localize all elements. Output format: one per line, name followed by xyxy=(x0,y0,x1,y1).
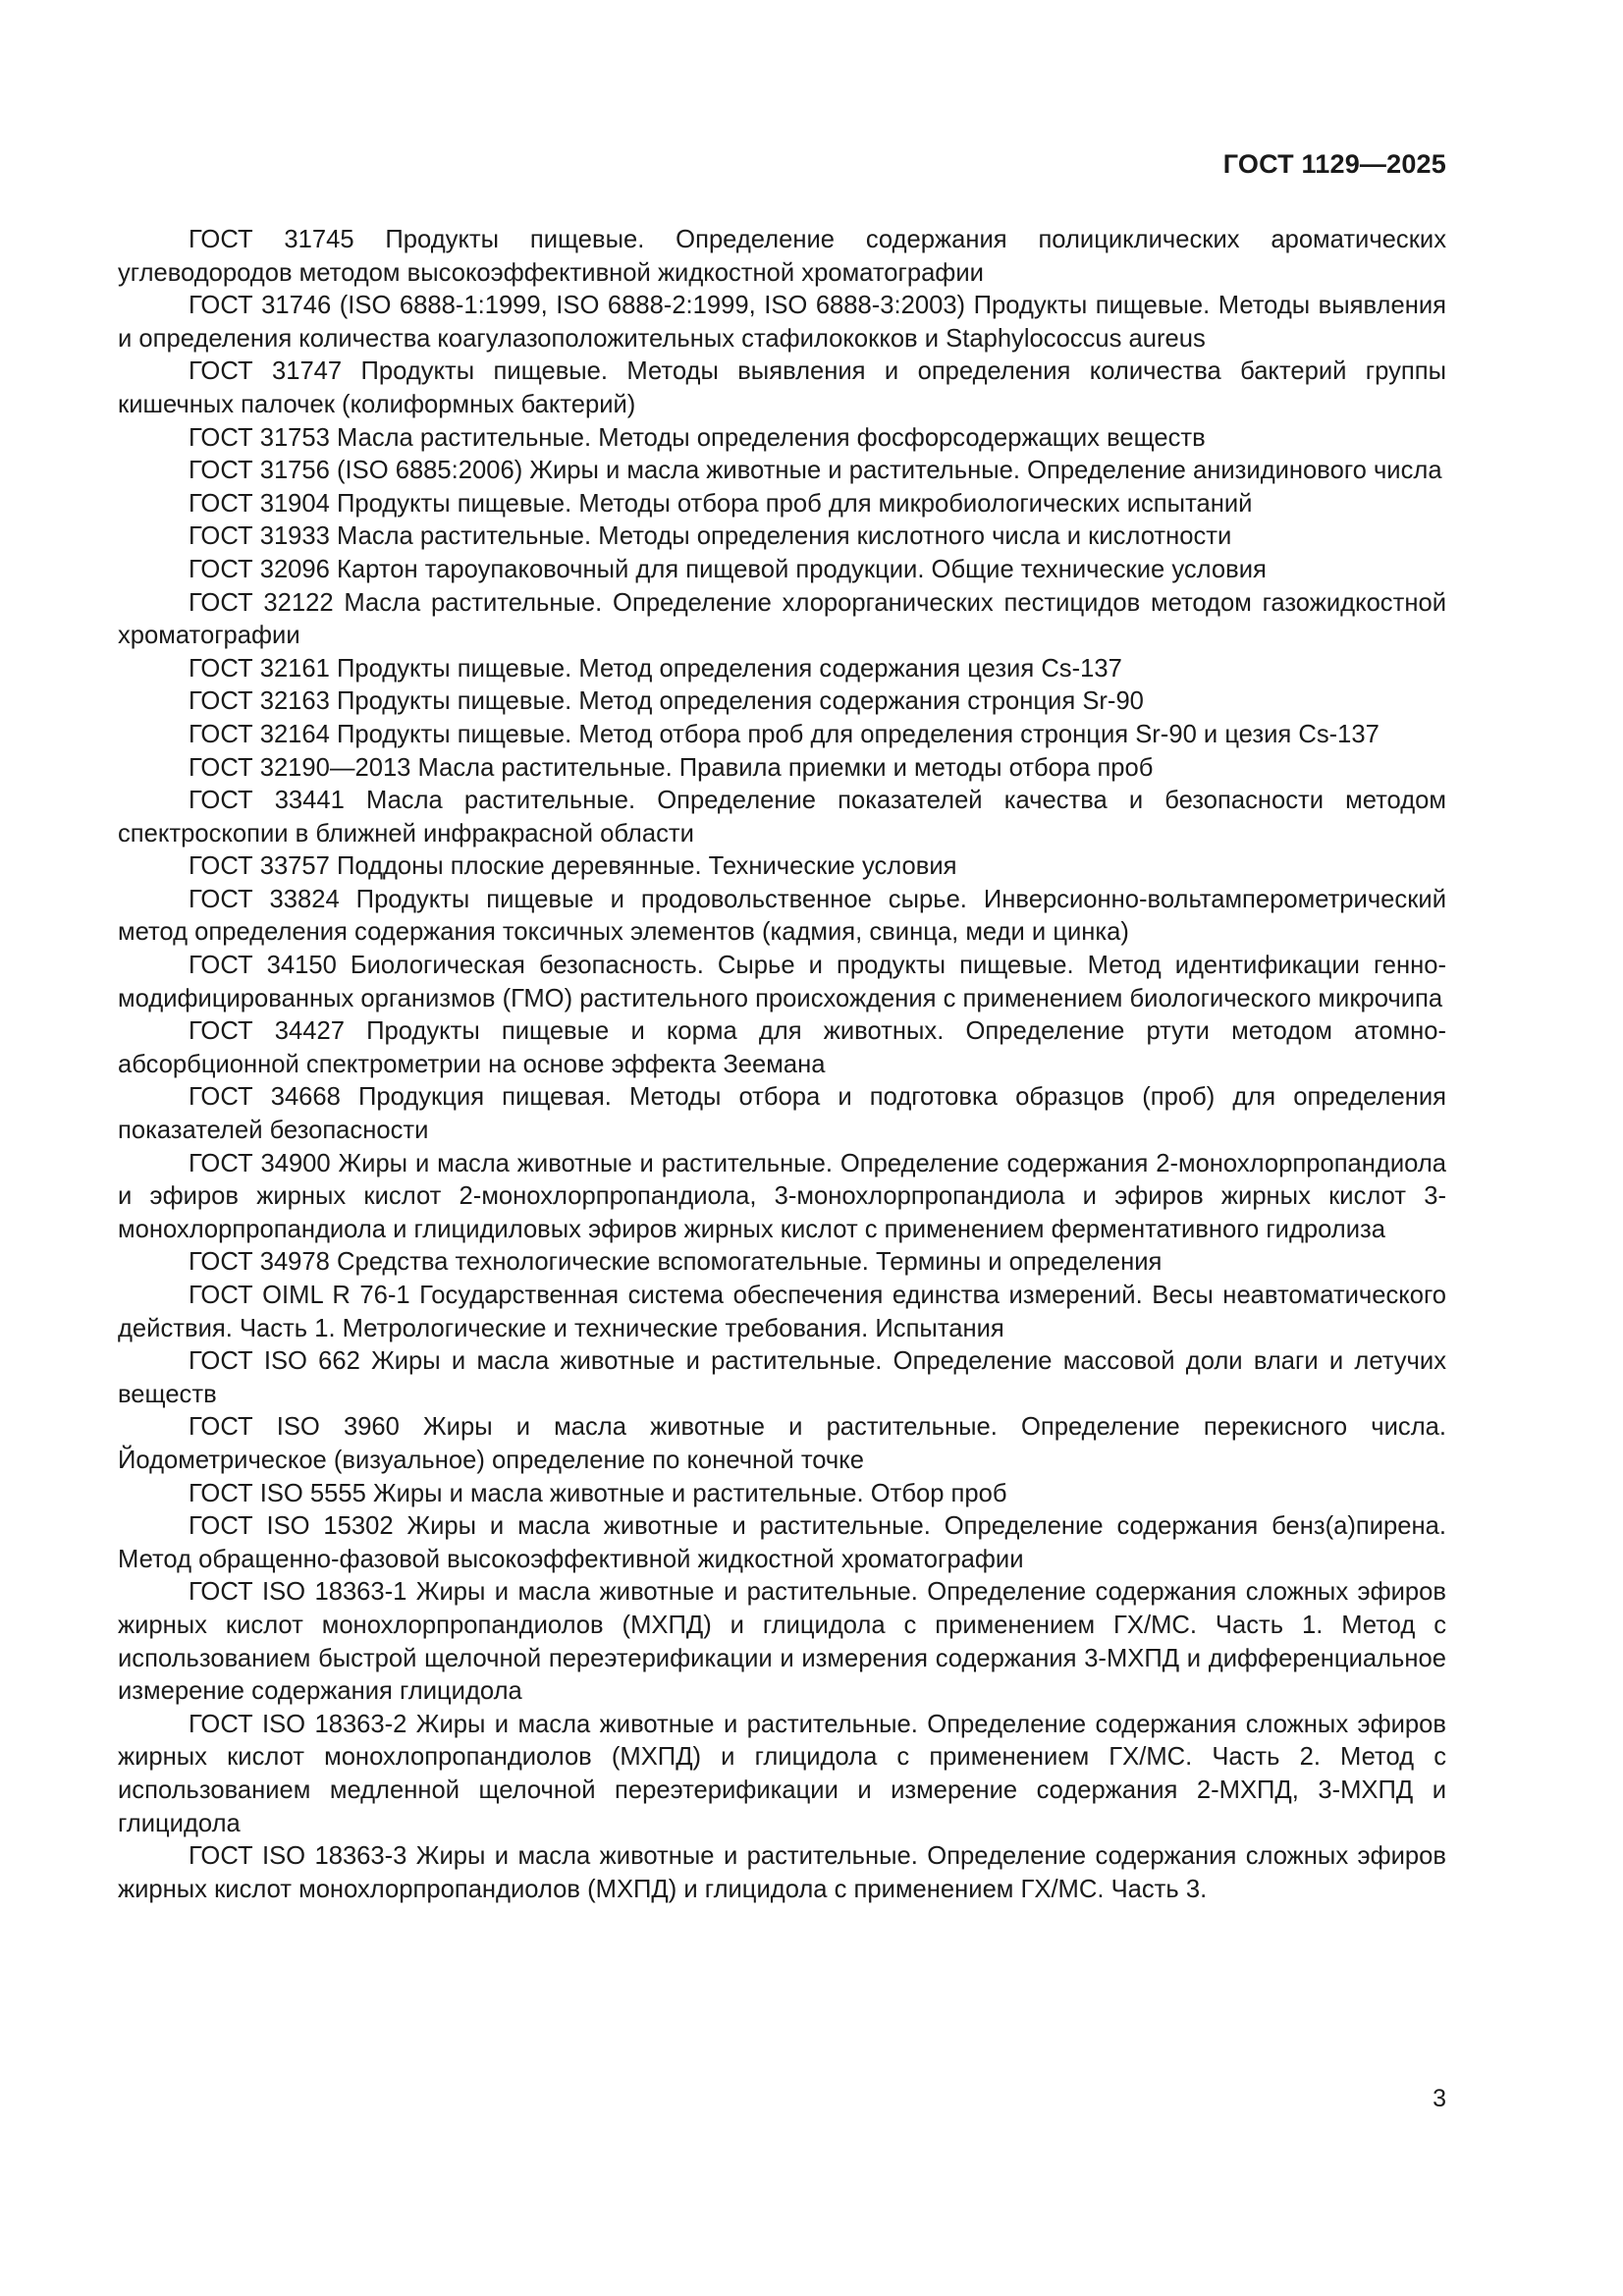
reference-entry: ГОСТ 33441 Масла растительные. Определение показателей качества и безопасности методом спектроскопии в ближней инфракрасной области xyxy=(118,787,1446,847)
normative-references-list xyxy=(118,224,1446,1906)
reference-entry: ГОСТ 34900 Жиры и масла животные и растительные. Определение содержания 2-монохлорпропандиола и эфиров жирных кислот 2-монохлорпропандиола, 3-монохлорпропандиола и эфиров жирных кислот 3-монохлорпропандиола и глицидиловых эфиров жирных кислот с применением ферментативного гидролиза xyxy=(118,1149,1446,1243)
reference-entry: ГОСТ 31753 Масла растительные. Методы определения фосфорсодержащих веществ xyxy=(189,423,1206,452)
reference-entry: ГОСТ 31747 Продукты пищевые. Методы выявления и определения количества бактерий группы кишечных палочек (колиформных бактерий) xyxy=(118,357,1446,418)
reference-entry: ГОСТ ISO 662 Жиры и масла животные и растительные. Определение массовой доли влаги и летучих веществ xyxy=(118,1347,1446,1408)
reference-entry: ГОСТ 34150 Биологическая безопасность. Сырье и продукты пищевые. Метод идентификации генно-модифицированных организмов (ГМО) растительного происхождения с применением биологического микрочипа xyxy=(118,952,1446,1012)
reference-entry: ГОСТ OIML R 76-1 Государственная система обеспечения единства измерений. Весы неавтоматического действия. Часть 1. Метрологические и технические требования. Испытания xyxy=(118,1282,1446,1342)
reference-entry: ГОСТ 34978 Средства технологические вспомогательные. Термины и определения xyxy=(189,1248,1163,1277)
reference-entry: ГОСТ 32161 Продукты пищевые. Метод определения содержания цезия Cs-137 xyxy=(189,654,1122,683)
reference-entry: ГОСТ 31745 Продукты пищевые. Определение содержания полициклических ароматических углеводородов методом высокоэффективной жидкостной хроматографии xyxy=(118,226,1446,287)
reference-entry: ГОСТ 33824 Продукты пищевые и продовольственное сырье. Инверсионно-вольтамперометрический метод определения содержания токсичных элементов (кадмия, свинца, меди и цинка) xyxy=(118,885,1446,947)
reference-entry: ГОСТ ISO 5555 Жиры и масла животные и растительные. Отбор проб xyxy=(189,1479,1007,1507)
reference-entry: ГОСТ 34668 Продукция пищевая. Методы отбора и подготовка образцов (проб) для определения показателей безопасности xyxy=(118,1083,1446,1145)
document-header xyxy=(1223,149,1446,180)
reference-entry: ГОСТ ISO 15302 Жиры и масла животные и растительные. Определение содержания бенз(а)пирена. Метод обращенно-фазовой высокоэффективной жидкостной хроматографии xyxy=(118,1512,1446,1573)
reference-entry: ГОСТ 32122 Масла растительные. Определение хлорорганических пестицидов методом газожидкостной хроматографии xyxy=(118,588,1446,650)
reference-entry: ГОСТ ISO 18363-1 Жиры и масла животные и растительные. Определение содержания сложных эфиров жирных кислот монохлорпропандиолов (МХПД) и глицидола с применением ГХ/МС. Часть 1. Метод с использованием быстрой щелочной переэтерификации и измерения содержания 3-МХПД и дифференциальное измерение содержания глицидола xyxy=(118,1578,1446,1706)
reference-entry: ГОСТ ISO 18363-2 Жиры и масла животные и растительные. Определение содержания сложных эфиров жирных кислот монохлопропандиолов (МХПД) и глицидола с применением ГХ/МС. Часть 2. Метод с использованием медленной щелочной переэтерификации и измерение содержания 2-МХПД, 3-МХПД и глицидола xyxy=(118,1710,1446,1837)
reference-entry: ГОСТ 31933 Масла растительные. Методы определения кислотного числа и кислотности xyxy=(189,522,1232,551)
reference-entry: ГОСТ 32190—2013 Масла растительные. Правила приемки и методы отбора проб xyxy=(189,753,1154,782)
page-number: 3 xyxy=(1433,2085,1446,2112)
reference-entry: ГОСТ 34427 Продукты пищевые и корма для животных. Определение ртути методом атомно-абсорбционной спектрометрии на основе эффекта Зеемана xyxy=(118,1017,1446,1078)
reference-entry: ГОСТ 32096 Картон тароупаковочный для пищевой продукции. Общие технические условия xyxy=(189,555,1267,583)
reference-entry: ГОСТ 32164 Продукты пищевые. Метод отбора проб для определения стронция Sr-90 и цезия Cs-137 xyxy=(189,720,1380,748)
reference-entry: ГОСТ 32163 Продукты пищевые. Метод определения содержания стронция Sr-90 xyxy=(189,687,1144,716)
reference-entry: ГОСТ ISO 18363-3 Жиры и масла животные и растительные. Определение содержания сложных эфиров жирных кислот монохлорпропандиолов (МХПД) и глицидола с применением ГХ/МС. Часть 3. xyxy=(118,1842,1446,1903)
reference-entry: ГОСТ 31746 (ISO 6888-1:1999, ISO 6888-2:1999, ISO 6888-3:2003) Продукты пищевые. Методы выявления и определения количества коагулазоположительных стафилококков и Staphylococcus aureus xyxy=(118,292,1446,353)
reference-entry: ГОСТ 33757 Поддоны плоские деревянные. Технические условия xyxy=(189,852,957,881)
reference-entry: ГОСТ 31756 (ISO 6885:2006) Жиры и масла животные и растительные. Определение анизидинового числа xyxy=(189,457,1442,485)
reference-entry: ГОСТ ISO 3960 Жиры и масла животные и растительные. Определение перекисного числа. Йодометрическое (визуальное) определение по конечной точке xyxy=(118,1413,1446,1474)
standard-id: ГОСТ 1129—2025 xyxy=(1222,149,1446,179)
reference-entry: ГОСТ 31904 Продукты пищевые. Методы отбора проб для микробиологических испытаний xyxy=(189,489,1253,518)
